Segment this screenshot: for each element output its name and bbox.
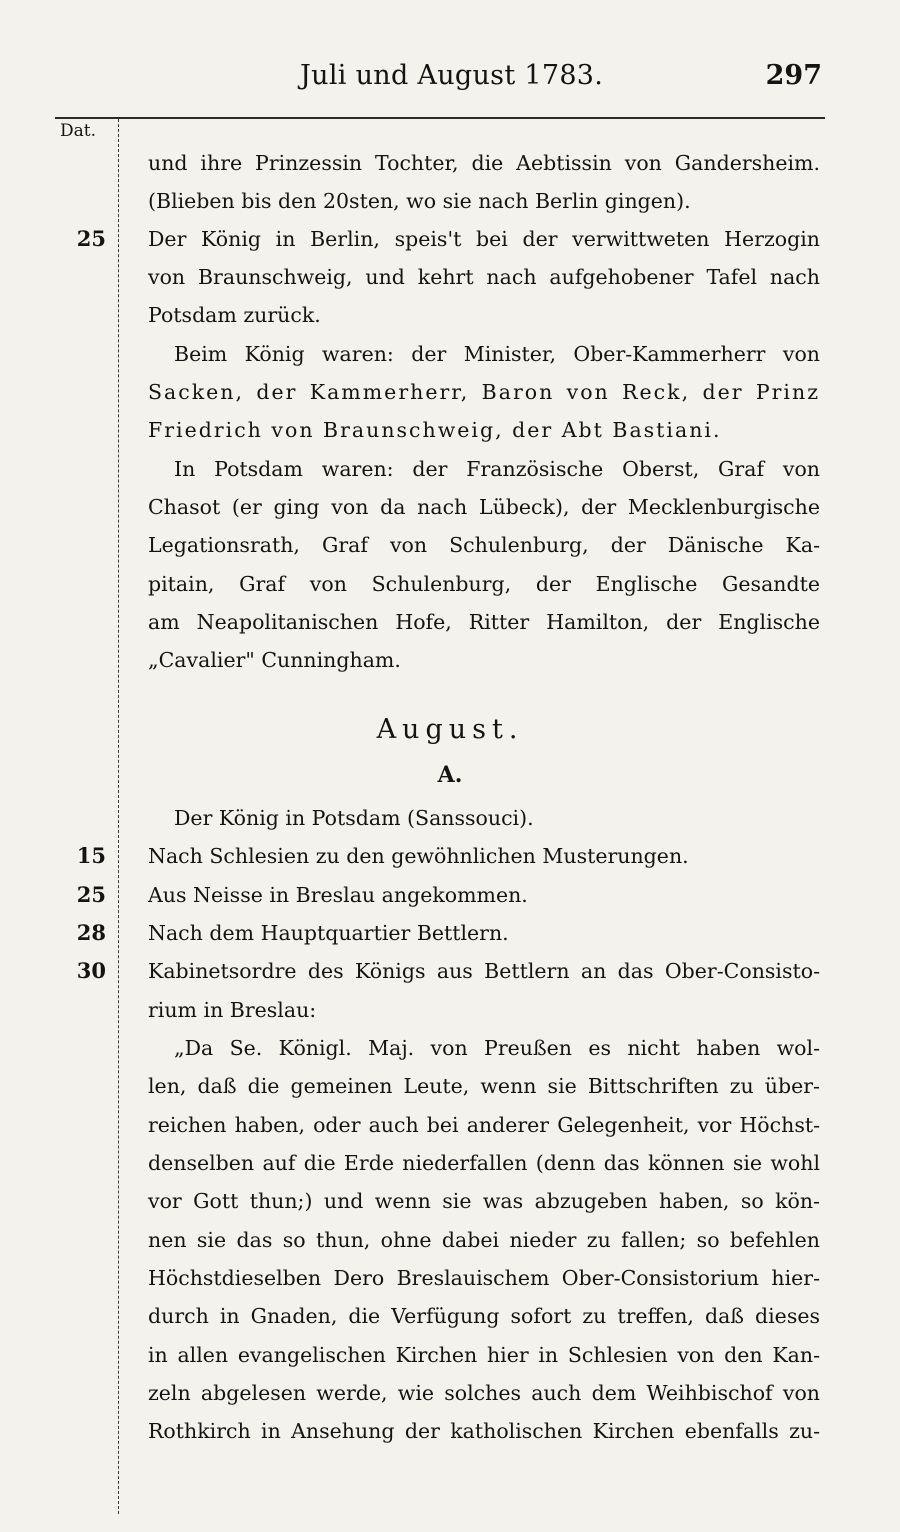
month-heading: August. <box>376 714 524 745</box>
text-line: Der König in Potsdam (Sanssouci). <box>174 806 534 830</box>
date-day: 25 <box>76 226 106 251</box>
text-line: In Potsdam waren: der Französische Oberst, Graf von <box>174 457 820 481</box>
text-line: Der König in Berlin, speis't bei der verwittweten Herzogin <box>148 227 820 251</box>
text-line: vor Gott thun;) und wenn sie was abzugeben haben, so kön- <box>148 1189 820 1213</box>
text-line: Legationsrath, Graf von Schulenburg, der Dänische Ka- <box>148 533 820 557</box>
text-line: in allen evangelischen Kirchen hier in Schlesien von den Kan- <box>148 1343 820 1367</box>
text-line: nen sie das so thun, ohne dabei nieder zu fallen; so befehlen <box>148 1228 820 1252</box>
text-line: Höchstdieselben Dero Breslauischem Ober-Consistorium hier- <box>148 1266 820 1290</box>
text-line: rium in Breslau: <box>148 998 317 1022</box>
text-line: Nach Schlesien zu den gewöhnlichen Musterungen. <box>148 844 689 868</box>
text-line: am Neapolitanischen Hofe, Ritter Hamilton, der Englische <box>148 610 820 634</box>
text-line: Friedrich von Braunschweig, der Abt Bastiani. <box>148 418 722 442</box>
section-subheading: A. <box>437 762 463 788</box>
text-line: durch in Gnaden, die Verfügung sofort zu treffen, daß dieses <box>148 1304 820 1328</box>
text-line: Aus Neisse in Breslau angekommen. <box>148 883 528 907</box>
text-line: Chasot (er ging von da nach Lübeck), der Mecklenburgische <box>148 495 820 519</box>
text-line: (Blieben bis den 20sten, wo sie nach Berlin gingen). <box>148 189 691 213</box>
text-line: von Braunschweig, und kehrt nach aufgehobener Tafel nach <box>148 265 820 289</box>
text-line: und ihre Prinzessin Tochter, die Aebtissin von Gandersheim. <box>148 151 820 175</box>
text-line: Rothkirch in Ansehung der katholischen Kirchen ebenfalls zu- <box>148 1419 820 1443</box>
date-day: 25 <box>76 882 106 907</box>
text-line: zeln abgelesen werde, wie solches auch dem Weihbischof von <box>148 1381 820 1405</box>
text-line: Potsdam zurück. <box>148 303 321 327</box>
text-line: „Da Se. Königl. Maj. von Preußen es nicht haben wol- <box>174 1036 820 1060</box>
date-day: 30 <box>76 958 106 983</box>
text-line: Nach dem Hauptquartier Bettlern. <box>148 921 509 945</box>
text-line: len, daß die gemeinen Leute, wenn sie Bittschriften zu über- <box>148 1074 820 1098</box>
text-line: „Cavalier" Cunningham. <box>148 648 401 672</box>
text-line: Sacken, der Kammerherr, Baron von Reck, der Prinz <box>148 380 820 404</box>
date-day: 15 <box>76 843 106 868</box>
date-day: 28 <box>76 920 106 945</box>
date-column-label: Dat. <box>60 121 97 141</box>
text-line: reichen haben, oder auch bei anderer Gelegenheit, vor Höchst- <box>148 1113 820 1137</box>
text-line: denselben auf die Erde niederfallen (denn das können sie wohl <box>148 1151 820 1175</box>
text-line: pitain, Graf von Schulenburg, der Englische Gesandte <box>148 572 820 596</box>
page-number: 297 <box>765 60 822 91</box>
text-line: Beim König waren: der Minister, Ober-Kammerherr von <box>174 342 820 366</box>
running-title: Juli und August 1783. <box>300 60 604 91</box>
text-line: Kabinetsordre des Königs aus Bettlern an das Ober-Consisto- <box>148 959 820 983</box>
